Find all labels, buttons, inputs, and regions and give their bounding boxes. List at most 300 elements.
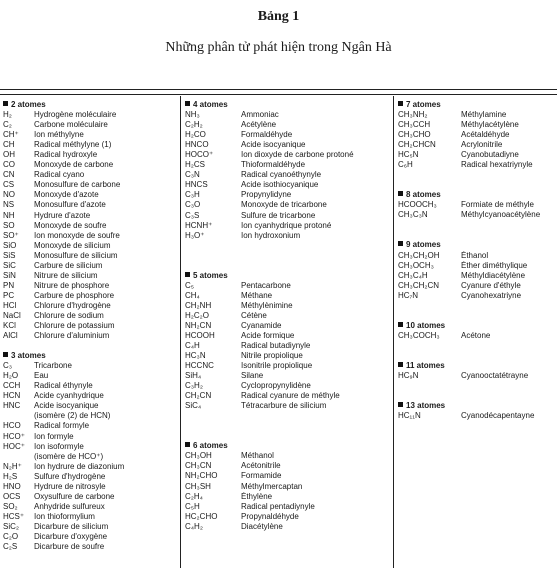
molecule-row	[185, 522, 390, 532]
square-bullet-icon	[3, 352, 8, 357]
molecule-name: Monosulfure d'azote	[34, 200, 106, 210]
molecule-formula: SO⁺	[3, 230, 19, 240]
molecule-row	[185, 321, 390, 331]
molecule-row	[398, 271, 555, 281]
molecule-name: Chlorure de sodium	[34, 310, 104, 320]
molecule-name: Radical hydroxyle	[34, 150, 98, 160]
molecule-formula: CH₃CCH	[398, 120, 431, 130]
molecule-formula: SO	[3, 220, 15, 230]
molecule-formula: CH₃OCH₃	[398, 260, 434, 270]
molecule-name: Méthylacétylène	[461, 120, 519, 130]
molecule-row	[185, 351, 390, 361]
molecule-formula: SiO	[3, 240, 17, 250]
molecule-name: Nitrile propiolique	[241, 351, 303, 361]
square-bullet-icon	[398, 241, 403, 246]
molecule-row	[185, 120, 390, 130]
molecule-row	[398, 200, 555, 210]
molecule-formula: OCS	[3, 491, 21, 501]
molecule-row	[185, 381, 390, 391]
molecule-name: Cétène	[241, 310, 267, 320]
molecule-row	[3, 200, 175, 210]
molecule-row	[185, 211, 390, 221]
molecule-formula	[3, 411, 34, 421]
molecule-name: Radical méthylyne (1)	[34, 140, 112, 150]
molecule-row	[3, 411, 175, 421]
molecule-name: Acétaldéhyde	[461, 130, 510, 140]
molecule-row	[185, 471, 390, 481]
section-spacer	[398, 391, 555, 401]
section-heading	[398, 401, 555, 411]
molecule-name: Acétonitrile	[241, 461, 281, 471]
section-heading-text: 3 atomes	[11, 351, 46, 361]
molecule-formula: HC₅N	[398, 150, 419, 160]
molecule-row	[185, 231, 390, 241]
molecule-formula: HCNH⁺	[185, 220, 213, 230]
molecule-formula: HNO	[3, 481, 21, 491]
molecule-row	[3, 261, 175, 271]
molecule-row	[185, 180, 390, 190]
molecule-formula: HC₃N	[185, 351, 206, 361]
molecule-name: Ion isoformyle	[34, 441, 84, 451]
section-spacer	[398, 220, 555, 230]
molecule-row	[185, 291, 390, 301]
molecule-row	[3, 482, 175, 492]
molecule-name: Radical butadiynyle	[241, 340, 311, 350]
molecule-formula: NS	[3, 200, 15, 210]
molecule-row	[398, 291, 555, 301]
molecule-row	[185, 110, 390, 120]
molecule-row	[3, 301, 175, 311]
molecule-formula: C₆H	[398, 160, 413, 170]
molecule-name: Radical cyanoéthynyle	[241, 170, 322, 180]
molecule-name: Dicarbure d'oxygène	[34, 531, 108, 541]
molecule-name: Sulfure de tricarbone	[241, 210, 316, 220]
molecule-name: Eau	[34, 371, 49, 381]
molecule-name: Carbone moléculaire	[34, 120, 108, 130]
molecule-formula: C₃O	[185, 200, 201, 210]
molecule-name: Isonitrile propiolique	[241, 361, 313, 371]
molecule-formula: CS	[3, 180, 15, 190]
molecule-row	[185, 401, 390, 411]
molecule-row	[185, 512, 390, 522]
molecule-name: Méthane	[241, 290, 273, 300]
molecule-row	[398, 251, 555, 261]
molecule-row	[185, 130, 390, 140]
molecule-formula: PN	[3, 280, 15, 290]
molecule-name: Cyanooctatétrayne	[461, 370, 529, 380]
molecule-row	[3, 361, 175, 371]
molecule-formula: CO	[3, 160, 15, 170]
molecule-name: Anhydride sulfureux	[34, 501, 105, 511]
molecule-name: Nitrure de phosphore	[34, 280, 110, 290]
molecule-name: Éthanol	[461, 250, 489, 260]
molecule-row	[3, 311, 175, 321]
molecule-name: Monoxyde de carbone	[34, 160, 114, 170]
molecule-name: Méthyldiacétylène	[461, 270, 526, 280]
molecule-name: Cyanamide	[241, 320, 282, 330]
section-spacer	[185, 251, 390, 261]
molecule-name: Nitrure de silicium	[34, 270, 98, 280]
section-spacer	[398, 170, 555, 180]
molecule-formula: H₂O	[3, 371, 19, 381]
molecule-formula: NH	[3, 210, 15, 220]
molecule-name: Ion dioxyde de carbone protoné	[241, 150, 354, 160]
molecule-name: (isomère (2) de HCN)	[34, 411, 111, 421]
section-heading	[3, 351, 175, 361]
molecule-formula: H₂CS	[185, 160, 205, 170]
molecule-name: Cyclopropynylidène	[241, 381, 311, 391]
section-spacer	[398, 381, 555, 391]
molecule-row	[185, 371, 390, 381]
molecule-name: Carbure de silicium	[34, 260, 103, 270]
square-bullet-icon	[398, 191, 403, 196]
section-heading-text: 9 atomes	[406, 240, 441, 250]
section-heading-text: 10 atomes	[406, 320, 446, 330]
section-heading-text: 7 atomes	[406, 100, 441, 109]
molecule-row	[3, 170, 175, 180]
molecule-name: Silane	[241, 371, 264, 381]
molecule-row	[398, 110, 555, 120]
section-spacer	[3, 341, 175, 351]
molecule-row	[3, 130, 175, 140]
molecule-formula: CH₃C₃N	[398, 210, 428, 220]
section-heading	[398, 361, 555, 371]
molecule-formula: C₃H₂	[185, 381, 203, 391]
molecule-formula: NO	[3, 190, 15, 200]
molecule-formula: C₂H₂	[185, 120, 203, 130]
molecule-formula: CH₂CN	[185, 391, 212, 401]
section-spacer	[398, 311, 555, 321]
section-heading-text: 4 atomes	[193, 100, 228, 109]
molecule-name: Acétone	[461, 330, 491, 340]
molecule-row	[3, 110, 175, 120]
molecule-formula: C₂S	[3, 542, 18, 552]
square-bullet-icon	[185, 101, 190, 106]
molecule-name: Thioformaldéhyde	[241, 160, 306, 170]
molecule-row	[398, 331, 555, 341]
column-divider	[180, 96, 181, 568]
molecule-row	[185, 341, 390, 351]
molecule-formula: CH₃CHO	[398, 130, 431, 140]
molecule-name: Cyanobutadiyne	[461, 150, 519, 160]
molecule-formula: C₂	[3, 120, 12, 130]
molecule-name: Ion hydrure de diazonium	[34, 461, 125, 471]
molecule-name: Ion thioformylium	[34, 511, 95, 521]
molecule-name: Hydrogène moléculaire	[34, 110, 117, 120]
section-heading	[398, 190, 555, 200]
molecule-formula: HC₇N	[398, 290, 419, 300]
molecule-row	[185, 150, 390, 160]
molecule-name: Acide isocyanique	[241, 140, 306, 150]
section-spacer	[185, 241, 390, 251]
molecule-row	[398, 371, 555, 381]
molecule-formula: CH₃CH₂CN	[398, 280, 440, 290]
molecule-name: Cyanohexatriyne	[461, 290, 522, 300]
molecule-formula: HCOOCH₃	[398, 200, 437, 210]
molecule-formula: C₄H	[185, 340, 200, 350]
molecule-name: Ion monoxyde de soufre	[34, 230, 120, 240]
molecule-row	[3, 221, 175, 231]
section-heading	[398, 240, 555, 250]
section-heading	[185, 271, 390, 281]
molecule-name: Monoxyde de silicium	[34, 240, 111, 250]
molecule-formula: AlCl	[3, 331, 18, 341]
molecule-name: Radical formyle	[34, 421, 90, 431]
molecule-row	[3, 140, 175, 150]
molecule-column	[3, 100, 175, 552]
molecule-row	[3, 442, 175, 452]
section-heading-text: 6 atomes	[193, 441, 228, 451]
section-spacer	[185, 411, 390, 421]
molecule-row	[185, 451, 390, 461]
section-heading	[398, 321, 555, 331]
molecule-column	[185, 100, 390, 532]
molecule-formula: H₂	[3, 110, 12, 120]
molecule-row	[185, 140, 390, 150]
molecule-row	[185, 200, 390, 210]
square-bullet-icon	[398, 322, 403, 327]
molecule-row	[3, 522, 175, 532]
molecule-name: Hydrure d'azote	[34, 210, 91, 220]
molecule-row	[3, 401, 175, 411]
table-subtitle: Những phân tử phát hiện trong Ngân Hà	[165, 40, 392, 55]
molecule-name: Propynylidyne	[241, 190, 292, 200]
section-heading	[185, 441, 390, 451]
molecule-row	[398, 140, 555, 150]
molecule-row	[185, 502, 390, 512]
molecule-name: Méthanol	[241, 451, 274, 461]
molecule-name: Méthylmercaptan	[241, 481, 303, 491]
molecule-formula: CH₃NH₂	[398, 110, 428, 120]
molecule-formula: C₅H	[185, 501, 200, 511]
molecule-name: Monoxyde de tricarbone	[241, 200, 327, 210]
molecule-name: Formaldéhyde	[241, 130, 293, 140]
molecule-name: Chlorure d'hydrogène	[34, 300, 111, 310]
molecule-row	[3, 120, 175, 130]
molecule-row	[3, 492, 175, 502]
molecule-row	[3, 251, 175, 261]
molecule-name: Acrylonitrile	[461, 140, 503, 150]
molecule-name: Radical cyanure de méthyle	[241, 391, 340, 401]
molecule-formula: HC₂CHO	[185, 511, 218, 521]
molecule-name: Radical pentadiynyle	[241, 501, 315, 511]
molecule-formula: H₃O⁺	[185, 230, 205, 240]
molecule-name: Formamide	[241, 471, 282, 481]
molecule-formula: C₄H₂	[185, 521, 203, 531]
molecule-row	[3, 331, 175, 341]
molecule-formula: CH₃COCH₃	[398, 330, 440, 340]
molecule-name: Hydrure de nitrosyle	[34, 481, 106, 491]
molecule-formula: NH₃	[185, 110, 200, 120]
molecule-name: Radical éthynyle	[34, 381, 93, 391]
molecule-formula: SiN	[3, 270, 16, 280]
section-heading	[3, 100, 175, 110]
molecule-row	[398, 150, 555, 160]
molecule-row	[3, 281, 175, 291]
molecule-row	[3, 271, 175, 281]
molecule-row	[3, 542, 175, 552]
square-bullet-icon	[185, 272, 190, 277]
molecule-formula: NaCl	[3, 310, 21, 320]
molecule-row	[3, 462, 175, 472]
molecule-row	[3, 432, 175, 442]
molecule-formula: C₃H	[185, 190, 200, 200]
molecule-row	[3, 532, 175, 542]
molecule-name: Diacétylène	[241, 521, 283, 531]
molecule-formula: SiH₄	[185, 371, 202, 381]
molecule-formula: HNCS	[185, 180, 208, 190]
molecule-name: Acétylène	[241, 120, 277, 130]
molecule-row	[398, 130, 555, 140]
section-heading-text: 11 atomes	[406, 360, 445, 370]
molecule-row	[185, 391, 390, 401]
molecule-formula: HCN	[3, 391, 21, 401]
molecule-row	[185, 281, 390, 291]
molecule-row	[398, 160, 555, 170]
molecule-formula: HCO	[3, 421, 21, 431]
molecule-row	[398, 210, 555, 220]
molecule-name: Formiate de méthyle	[461, 200, 534, 210]
molecule-formula: CN	[3, 170, 15, 180]
molecule-formula: HOC⁺	[3, 441, 25, 451]
molecule-formula: HCl	[3, 300, 17, 310]
molecule-row	[185, 361, 390, 371]
section-heading-text: 13 atomes	[406, 400, 446, 410]
molecule-row	[185, 301, 390, 311]
molecule-formula: C₂H₄	[185, 491, 203, 501]
molecule-name: Radical cyano	[34, 170, 85, 180]
molecule-row	[3, 160, 175, 170]
molecule-row	[3, 241, 175, 251]
molecule-formula: OH	[3, 150, 15, 160]
molecule-formula: CH	[3, 140, 15, 150]
molecule-name: Ion méthylyne	[34, 130, 84, 140]
molecule-name: Acide isothiocyanique	[241, 180, 319, 190]
molecule-name: Tétracarbure de silicium	[241, 401, 327, 411]
molecule-row	[3, 502, 175, 512]
molecule-formula: HOCO⁺	[185, 150, 214, 160]
molecule-name: Méthylcyanoacétylène	[461, 210, 541, 220]
molecule-formula: SO₂	[3, 501, 18, 511]
molecule-row	[3, 371, 175, 381]
molecule-row	[3, 211, 175, 221]
molecule-row	[185, 492, 390, 502]
molecule-name: Éther diméthylique	[461, 260, 528, 270]
section-heading-text: 5 atomes	[193, 270, 228, 280]
molecule-row	[185, 461, 390, 471]
molecule-name: Acide isocyanique	[34, 401, 99, 411]
section-spacer	[185, 261, 390, 271]
molecule-formula: HC₁₁N	[398, 410, 421, 420]
molecule-formula: CH₃C₄H	[398, 270, 428, 280]
molecule-formula: SiC₄	[185, 401, 202, 411]
molecule-name: Monosulfure de carbone	[34, 180, 121, 190]
molecule-formula: NH₂CHO	[185, 471, 218, 481]
molecule-formula: C₃S	[185, 210, 200, 220]
molecule-name: Monosulfure de silicium	[34, 250, 118, 260]
molecule-name: Éthylène	[241, 491, 273, 501]
molecule-row	[3, 391, 175, 401]
molecule-formula: CH⁺	[3, 130, 19, 140]
molecule-name: Radical hexatriynyle	[461, 160, 533, 170]
molecule-formula: H₂S	[3, 471, 18, 481]
square-bullet-icon	[3, 101, 8, 106]
molecule-formula	[3, 452, 34, 462]
molecule-name: Ion formyle	[34, 431, 74, 441]
molecule-row	[3, 512, 175, 522]
molecule-formula: N₂H⁺	[3, 461, 22, 471]
molecule-formula: H₂CO	[185, 130, 206, 140]
section-heading	[185, 100, 390, 110]
top-rule	[0, 89, 557, 90]
molecule-formula: PC	[3, 290, 15, 300]
molecule-row	[3, 291, 175, 301]
molecule-row	[185, 311, 390, 321]
molecule-row	[185, 482, 390, 492]
molecule-name: Ion cyanhydrique protoné	[241, 220, 332, 230]
section-heading-text: 2 atomes	[11, 100, 46, 109]
molecule-name: Acide formique	[241, 330, 295, 340]
section-spacer	[398, 301, 555, 311]
molecule-formula: C₅	[185, 280, 194, 290]
molecule-row	[3, 180, 175, 190]
molecule-name: Monoxyde d'azote	[34, 190, 99, 200]
molecule-formula: C₂O	[3, 531, 19, 541]
square-bullet-icon	[398, 362, 403, 367]
column-divider	[393, 96, 394, 568]
molecule-name: Acide cyanhydrique	[34, 391, 104, 401]
molecule-name: Chlorure d'aluminium	[34, 331, 110, 341]
molecule-formula: HCO⁺	[3, 431, 25, 441]
molecule-row	[3, 452, 175, 462]
molecule-name: Tricarbone	[34, 361, 72, 371]
molecule-name: Monoxyde de soufre	[34, 220, 107, 230]
square-bullet-icon	[398, 101, 403, 106]
section-heading	[398, 100, 555, 110]
table-title: Bảng 1	[257, 9, 300, 24]
molecule-formula: CH₂NH	[185, 300, 212, 310]
molecule-row	[185, 331, 390, 341]
molecule-row	[3, 150, 175, 160]
square-bullet-icon	[185, 442, 190, 447]
molecule-formula: CH₄	[185, 290, 200, 300]
section-heading-text: 8 atomes	[406, 190, 441, 200]
molecule-row	[3, 381, 175, 391]
molecule-name: Dicarbure de silicium	[34, 521, 109, 531]
molecule-name: Chlorure de potassium	[34, 321, 115, 331]
molecule-formula: HC₉N	[398, 370, 419, 380]
molecule-formula: NH₂CN	[185, 320, 212, 330]
section-spacer	[398, 230, 555, 240]
molecule-formula: H₂C₂O	[185, 310, 209, 320]
molecule-formula: HCCNC	[185, 361, 214, 371]
molecule-row	[185, 190, 390, 200]
molecule-row	[3, 190, 175, 200]
molecule-name: Sulfure d'hydrogène	[34, 471, 106, 481]
molecule-formula: SiC	[3, 260, 16, 270]
molecule-name: Carbure de phosphore	[34, 290, 115, 300]
molecule-row	[3, 231, 175, 241]
molecule-row	[398, 120, 555, 130]
molecule-name: Dicarbure de soufre	[34, 542, 105, 552]
section-spacer	[185, 421, 390, 431]
header-rule	[0, 94, 557, 95]
section-spacer	[398, 180, 555, 190]
molecule-formula: HCOOH	[185, 330, 215, 340]
molecule-row	[3, 472, 175, 482]
molecule-name: Méthylènimine	[241, 300, 293, 310]
molecule-formula: SiS	[3, 250, 16, 260]
